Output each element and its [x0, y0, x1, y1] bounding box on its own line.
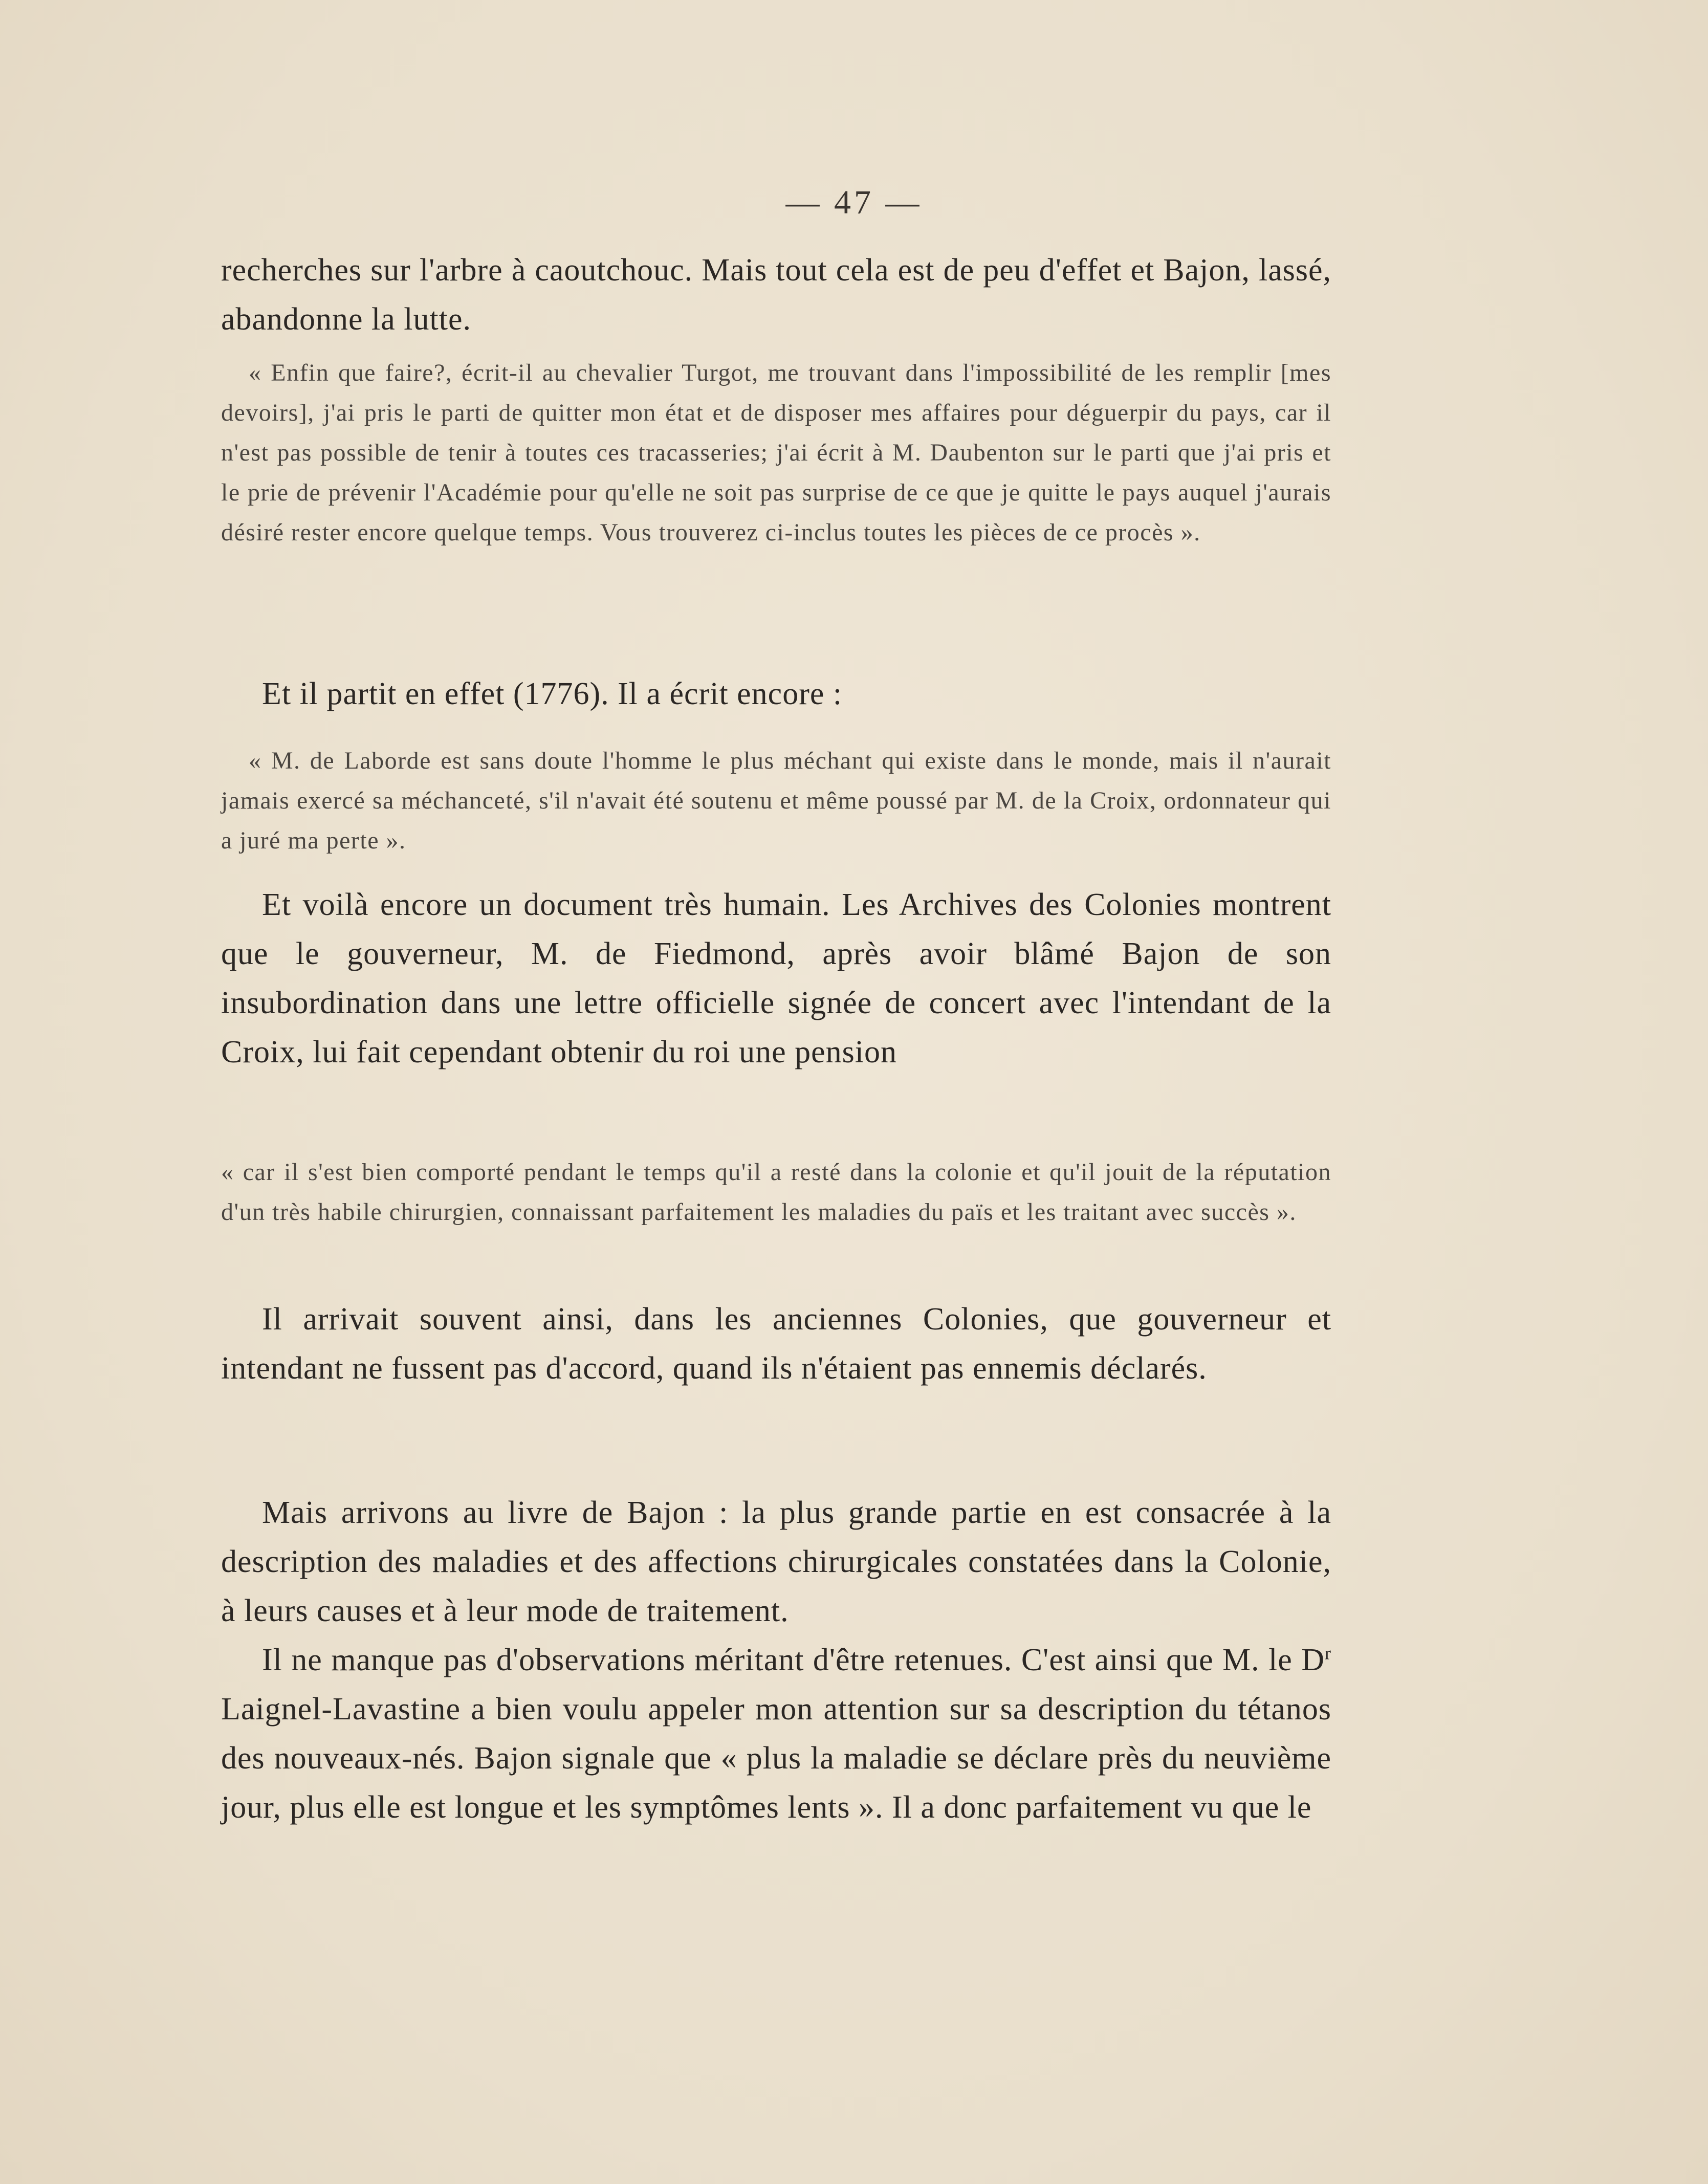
paragraph-5a-text: Mais arrivons au livre de Bajon : la plus grande partie en est consacrée à la description des maladies et des affections chirurgicales constatées dans la Colonie, à leurs causes et à leur mode de traitement.: [221, 1495, 1331, 1628]
quotation-3: [221, 1152, 1331, 1232]
quotation-1-text: « Enfin que faire?, écrit-il au chevalier Turgot, me trouvant dans l'impossibilité de les remplir [mes devoirs], j'ai pris le parti de quitter mon état et de disposer mes affaires pour déguerpir du pays, car il n'est pas possible de tenir à toutes ces tracasseries; j'ai écrit à M. Daubenton sur le parti que j'ai pris et le prie de prévenir l'Académie pour qu'elle ne soit pas surprise de ce que je quitte le pays auquel j'aurais désiré rester encore quelque temps. Vous trouverez ci-inclus toutes les pièces de ce procès ».: [221, 359, 1331, 546]
paragraph-4: [221, 1295, 1331, 1393]
paragraph-3: [221, 880, 1331, 1077]
paragraph-3-text: Et voilà encore un document très humain. Les Archives des Colonies montrent que le gouverneur, M. de Fiedmond, après avoir blâmé Bajon de son insubordination dans une lettre officielle signée de concert avec l'intendant de la Croix, lui fait cependant obtenir du roi une pension: [221, 887, 1331, 1069]
quotation-1: [221, 353, 1331, 553]
quotation-2-text: « M. de Laborde est sans doute l'homme le plus méchant qui existe dans le monde, mais il n'aurait jamais exercé sa méchanceté, s'il n'avait été soutenu et même poussé par M. de la Croix, ordonnateur qui a juré ma perte ».: [221, 747, 1331, 854]
paragraph-2-text: Et il partit en effet (1776). Il a écrit encore :: [262, 676, 843, 711]
doctor-superscript: r: [1325, 1643, 1331, 1664]
paragraph-4-text: Il arrivait souvent ainsi, dans les anciennes Colonies, que gouverneur et intendant ne fussent pas d'accord, quand ils n'étaient pas ennemis déclarés.: [221, 1302, 1331, 1386]
paragraph-1-text: recherches sur l'arbre à caoutchouc. Mais tout cela est de peu d'effet et Bajon, lassé, abandonne la lutte.: [221, 253, 1331, 337]
paragraph-2: [221, 669, 1331, 718]
paragraph-5b-after: Laignel-Lavastine a bien voulu appeler mon attention sur sa description du tétanos des nouveaux-nés. Bajon signale que « plus la maladie se déclare près du neuvième jour, plus elle est longue et les symptômes lents ». Il a donc parfaitement vu que le: [221, 1692, 1331, 1825]
paragraph-5: [221, 1488, 1331, 1832]
quotation-2: [221, 741, 1331, 861]
paragraph-1: [221, 246, 1331, 344]
quotation-3-text: « car il s'est bien comporté pendant le temps qu'il a resté dans la colonie et qu'il jouit de la réputation d'un très habile chirurgien, connaissant parfaitement les maladies du païs et les traitant avec succès ».: [221, 1159, 1331, 1226]
page-number: — 47 —: [785, 184, 923, 221]
paragraph-5b-text: [221, 1635, 1331, 1832]
paragraph-5b-before: Il ne manque pas d'observations méritant d'être retenues. C'est ainsi que M. le D: [262, 1643, 1325, 1677]
